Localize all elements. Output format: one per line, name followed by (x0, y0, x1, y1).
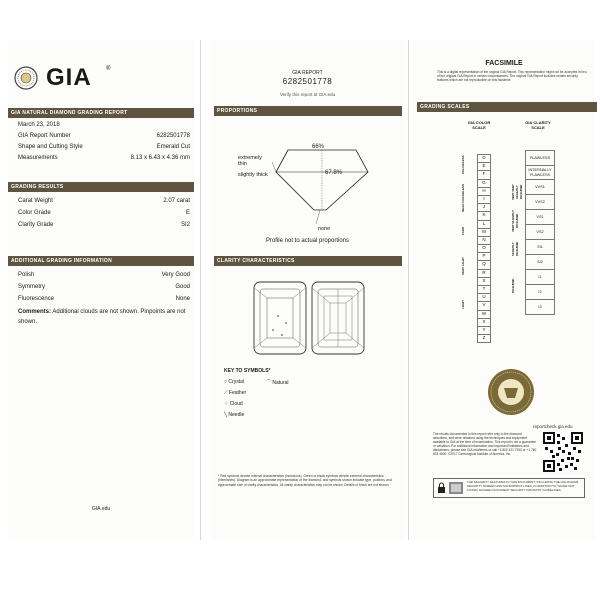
symbols-footnote: * Red symbols denote internal characteristics (inclusions). Green or black symbols denote external characteristics (blemishes). Diagram is an approximate representation of the diamond, and symbols shown indicate type, position, and approximate size of clarity characteristics. All clarity characteristics may not be shown. Details of finish are not shown. (218, 474, 392, 487)
girdle-bottom: slightly thick (238, 172, 268, 178)
grading-clarity: Clarity Grade SI2 (18, 222, 190, 228)
key-title: KEY TO SYMBOLS* (224, 368, 271, 374)
symbol-cloud: ⁘ Cloud (224, 401, 243, 407)
color-letter: J (477, 203, 491, 211)
profile-note: Profile not to actual proportions (265, 238, 350, 244)
brand-name: GIA (46, 64, 92, 91)
color-scale-title: GIA COLOR SCALE (467, 120, 491, 130)
color-letter: W (477, 310, 491, 318)
symbol-feather: ⟋ Feather (224, 390, 247, 396)
symbol-needle: ╲ Needle (224, 412, 245, 418)
color-letter: P (477, 252, 491, 260)
color-letter: Y (477, 326, 491, 334)
clarity-grade: VS1 (525, 209, 555, 224)
disclaimer: The results documented in this report refer only to the diamond described, and were obtained using the techniques and equipment available to GIA at the time of examination. This report is not a guarantee or valuation. For additional information and important limitations and disclaimers, please see GIA.edu/terms or call +1 800 421 7250 or +1 760 603 4500. ©2017 Gemological Institute of America, Inc. (433, 432, 537, 457)
color-letter: X (477, 318, 491, 326)
table-percent: 66% (312, 144, 325, 150)
color-letter: E (477, 162, 491, 170)
additional-polish: Polish Very Good (18, 272, 190, 278)
color-letter: G (477, 179, 491, 187)
pavilion-plot (312, 282, 364, 354)
facsimile-text: This is a digital representation of the original GIA Report. This representation might not be accepted in lieu of the original GIA Report in certain circumstances. The original GIA Report includes certain security features which are not reproducible on this facsimile. (437, 70, 587, 83)
crown-plot (254, 282, 306, 354)
color-letter: U (477, 293, 491, 301)
field-report-number: GIA Report Number 6282501778 (18, 133, 190, 139)
field-shape: Shape and Cutting Style Emerald Cut (18, 144, 190, 150)
color-letter: Q (477, 260, 491, 268)
fold-line (200, 40, 201, 540)
grading-results-bar: GRADING RESULTS (8, 182, 194, 192)
lock-icon (437, 482, 446, 493)
proportions-diagram (210, 132, 405, 242)
panel-diagrams (210, 40, 405, 540)
security-box (433, 478, 585, 498)
color-letter: L (477, 220, 491, 228)
grading-color: Color Grade E (18, 210, 190, 216)
color-group-labels: COLORLESS NEAR COLORLESS FAINT VERY LIGHT LIGHT (461, 155, 465, 310)
grading-carat: Carat Weight 2.07 carat (18, 198, 190, 204)
clarity-grade: SI2 (525, 254, 555, 269)
clarity-characteristics-bar: CLARITY CHARACTERISTICS (214, 256, 402, 266)
crystal-icon: ○ (224, 379, 228, 385)
cloud-icon: ⁘ (224, 401, 229, 407)
color-letter: K (477, 211, 491, 219)
footer-url: GIA.edu (91, 506, 111, 512)
color-letter: S (477, 277, 491, 285)
color-letter: N (477, 236, 491, 244)
report-date: March 23, 2018 (18, 122, 60, 128)
color-letter: M (477, 228, 491, 236)
clarity-grade: I2 (525, 284, 555, 299)
color-letter: R (477, 269, 491, 277)
proportions-bar: PROPORTIONS (214, 106, 402, 116)
gia-logo (14, 64, 134, 94)
color-letter: H (477, 187, 491, 195)
depth-percent: 67.8% (325, 170, 343, 176)
color-letter: D (477, 154, 491, 162)
facsimile-title: FACSIMILE (485, 60, 523, 67)
clarity-grade: VVS1 (525, 179, 555, 194)
panel-main (8, 40, 194, 540)
feather-icon: ⟋ (224, 390, 228, 396)
symbol-crystal: ○ Crystal (224, 379, 244, 385)
color-letter: F (477, 170, 491, 178)
gia-seal-icon (487, 368, 535, 416)
reportcheck-url[interactable]: reportcheck.gia.edu (533, 424, 573, 429)
clarity-grade: INTERNALLY FLAWLESS (525, 165, 555, 179)
fold-line (408, 40, 409, 540)
girdle-pointer (272, 162, 276, 172)
symbol-natural: ⌒ Natural (266, 380, 289, 386)
color-letter: T (477, 285, 491, 293)
report-title-bar: GIA NATURAL DIAMOND GRADING REPORT (8, 108, 194, 118)
clarity-scale (525, 150, 555, 315)
culet-pointer (316, 210, 320, 224)
qr-code-icon (543, 432, 583, 472)
clarity-grade: FLAWLESS (525, 150, 555, 165)
clarity-group-labels: VERY VERY SLIGHTLY INCLUDED VERY SLIGHTLY INCLUDED SLIGHTLY INCLUDED INCLUDED (511, 184, 523, 294)
clarity-grade: SI1 (525, 239, 555, 254)
girdle-top: extremely thin (238, 155, 262, 167)
color-letter: I (477, 195, 491, 203)
security-text: THE SECURITY FEATURES IN THIS DOCUMENT, INCLUDING THE HOLOGRAM, SECURITY SCREEN AND MICROPRINT LINES, IN ADDITION TO THOSE NOT LISTED, EXCEED DOCUMENT SECURITY INDUSTRY GUIDELINES. (467, 480, 579, 492)
clarity-grade: I3 (525, 299, 555, 315)
clarity-grade: I1 (525, 269, 555, 284)
report-number: 6282501778 (282, 77, 333, 86)
comments: Comments: Additional clouds are not shown. Pinpoints are not shown. (18, 309, 186, 325)
additional-info-bar: ADDITIONAL GRADING INFORMATION (8, 256, 194, 266)
culet-label: none (318, 226, 331, 232)
additional-fluorescence: Fluorescence None (18, 296, 190, 302)
color-letter: V (477, 301, 491, 309)
clarity-grade: VVS2 (525, 194, 555, 209)
verify-link[interactable]: Verify this report at GIA.edu (279, 92, 336, 97)
color-letter: O (477, 244, 491, 252)
gia-seal-icon (14, 66, 38, 90)
hologram-icon (449, 482, 463, 494)
grading-scales-bar: GRADING SCALES (417, 102, 597, 112)
additional-symmetry: Symmetry Good (18, 284, 190, 290)
natural-icon: ⌒ (266, 380, 272, 386)
report-label: GIA REPORT (292, 70, 323, 76)
clarity-scale-title: GIA CLARITY SCALE (525, 120, 551, 130)
clarity-grade: VS2 (525, 224, 555, 239)
color-scale (477, 154, 491, 343)
field-measurements: Measurements 8.13 x 6.43 x 4.36 mm (18, 155, 190, 161)
panel-scales (413, 40, 595, 540)
color-letter: Z (477, 334, 491, 343)
needle-icon: ╲ (224, 412, 228, 418)
clarity-plots (210, 278, 405, 368)
registered-mark: ® (106, 66, 111, 72)
